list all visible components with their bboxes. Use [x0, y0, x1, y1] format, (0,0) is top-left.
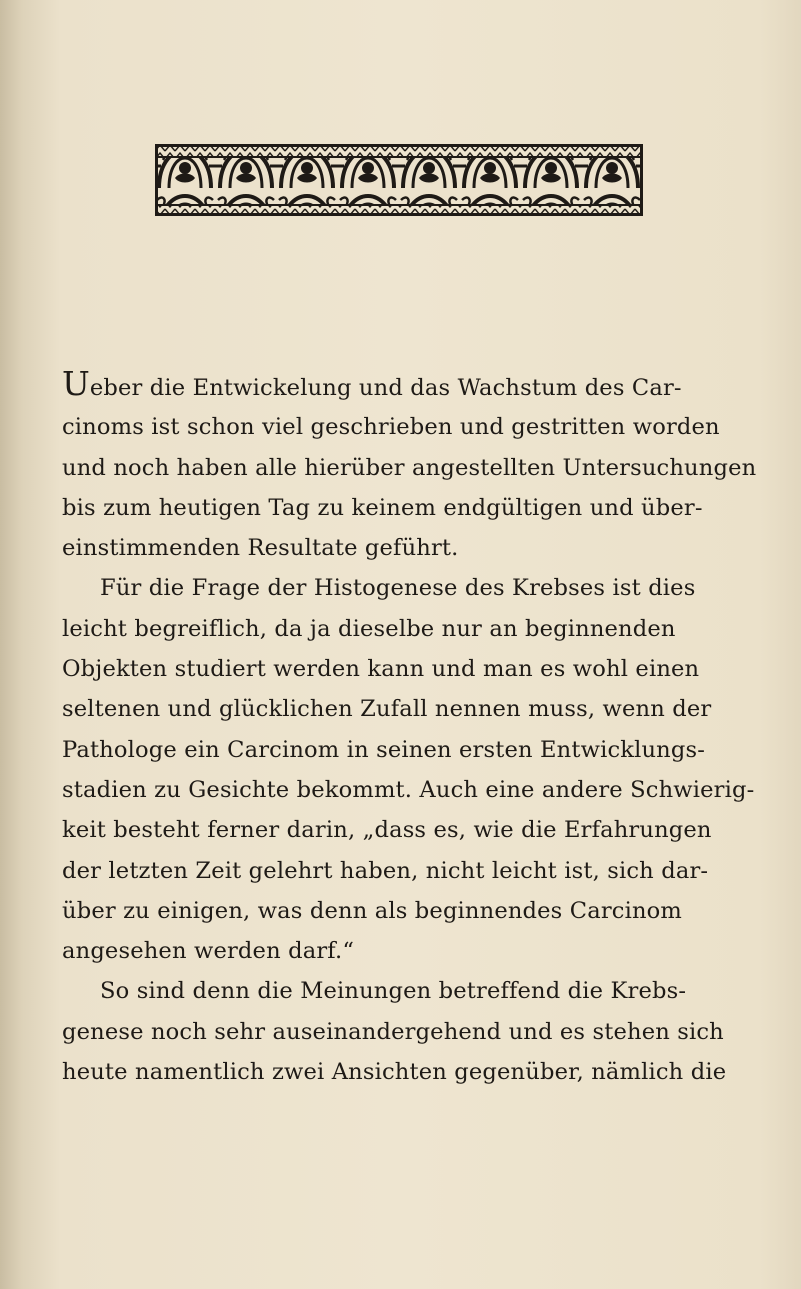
text-line: Ueber die Entwickelung und das Wachstum des Car-: [62, 364, 682, 403]
text-line: heute namentlich zwei Ansichten gegenüber, nämlich die: [62, 1059, 727, 1086]
text-line: So sind denn die Meinungen betreffend die Krebs-: [100, 978, 687, 1005]
text-line: Pathologe ein Carcinom in seinen ersten Entwicklungs-: [62, 736, 706, 763]
text-line: bis zum heutigen Tag zu keinem endgültigen und über-: [62, 494, 703, 521]
text-line: über zu einigen, was denn als beginnendes Carcinom: [62, 897, 682, 924]
text-line: der letzten Zeit gelehrt haben, nicht leicht ist, sich dar-: [62, 857, 709, 884]
decorative-ornament-band: [155, 144, 643, 216]
text-line: seltenen und glücklichen Zufall nennen muss, wenn der: [62, 696, 712, 723]
text-line: Objekten studiert werden kann und man es wohl einen: [62, 656, 700, 683]
text-line: angesehen werden darf.“: [62, 938, 355, 965]
text-line: einstimmenden Resultate geführt.: [62, 535, 459, 562]
text-line: stadien zu Gesichte bekommt. Auch eine andere Schwierig-: [62, 776, 755, 803]
text-line: Für die Frage der Histogenese des Krebses ist dies: [100, 575, 696, 602]
text-line: genese noch sehr auseinandergehend und es stehen sich: [62, 1018, 724, 1045]
text-line: cinoms ist schon viel geschrieben und gestritten worden: [62, 414, 720, 441]
text-line: keit besteht ferner darin, „dass es, wie die Erfahrungen: [62, 817, 712, 844]
body-text: [62, 364, 757, 1092]
text-line: und noch haben alle hierüber angestellten Untersuchungen: [62, 454, 757, 481]
drop-cap: U: [62, 364, 90, 403]
text-line: leicht begreiflich, da ja dieselbe nur an beginnenden: [62, 615, 676, 642]
